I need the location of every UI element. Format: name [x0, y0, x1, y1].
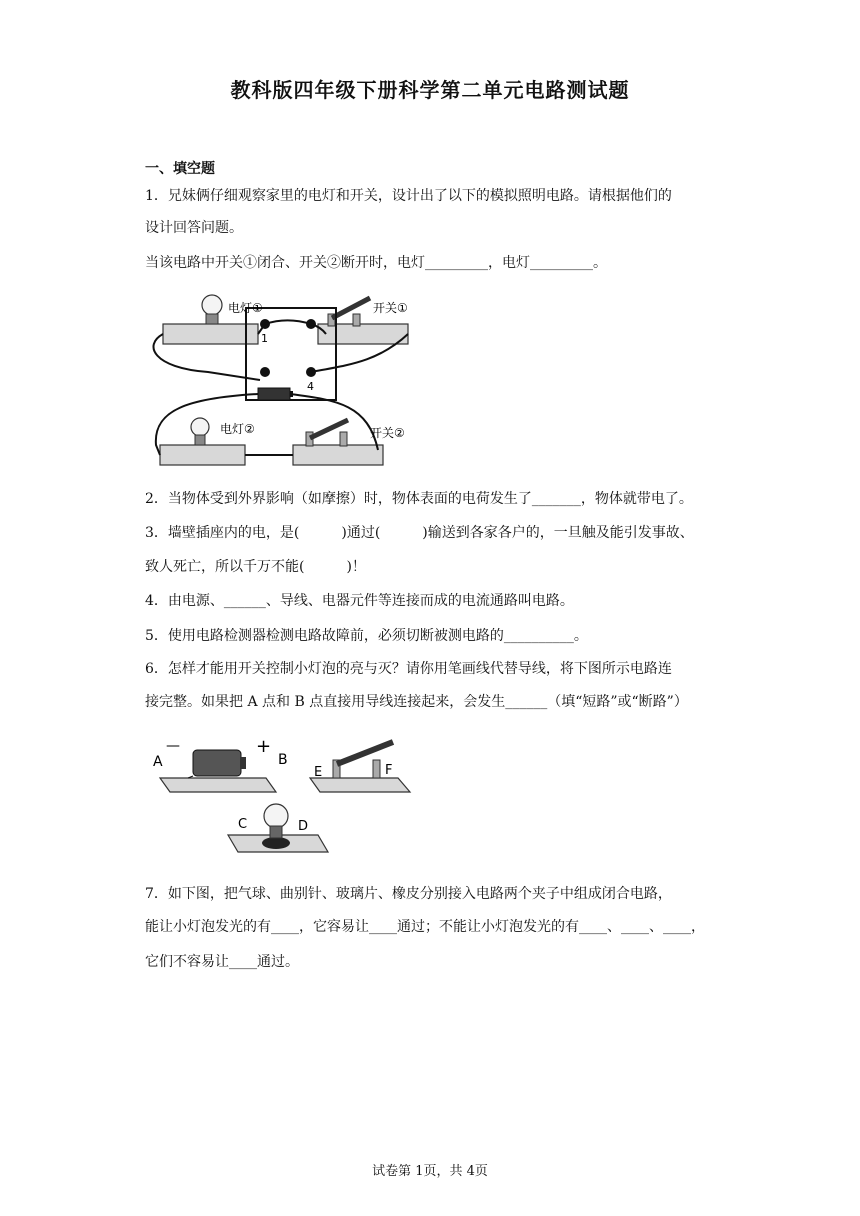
lamp1-label: 电灯① [228, 301, 263, 315]
battery-icon [193, 750, 241, 776]
lamp1-bulb-icon [202, 295, 222, 324]
label-B: B [278, 752, 288, 768]
lamp1-board [163, 324, 258, 344]
q4-line: 4．由电源、______、导线、电器元件等连接而成的电流通路叫电路。 [145, 593, 574, 609]
battery-board [160, 778, 276, 792]
label-E: E [314, 765, 323, 780]
q7-line3: 它们不容易让____通过。 [145, 954, 299, 970]
lamp2-bulb-icon [191, 418, 209, 445]
label-D: D [298, 819, 309, 834]
switch2-board [293, 445, 383, 465]
q1-line1: 1．兄妹俩仔细观察家里的电灯和开关，设计出了以下的模拟照明电路。请根据他们的 [145, 188, 672, 204]
label-F: F [385, 763, 393, 778]
switch1-board [318, 324, 408, 344]
q5-line: 5．使用电路检测器检测电路故障前，必须切断被测电路的__________。 [145, 628, 588, 644]
q1-line2: 设计回答问题。 [145, 220, 243, 236]
label-plus: + [256, 736, 272, 757]
switch2-label: 开关② [370, 426, 405, 440]
circuit-figure-2 [148, 730, 413, 868]
junction-box [246, 308, 336, 400]
q7-line1: 7．如下图，把气球、曲别针、玻璃片、橡皮分别接入电路两个夹子中组成闭合电路， [145, 886, 672, 902]
page-title: 教科版四年级下册科学第二单元电路测试题 [230, 78, 630, 102]
switch2-icon [306, 420, 348, 446]
page-footer: 试卷第 1页，共 4页 [372, 1164, 488, 1179]
q3-line2: 致人死亡，所以千万不能( )！ [145, 559, 366, 575]
label-minus: — [166, 738, 180, 754]
section-heading: 一、填空题 [145, 161, 215, 177]
lamp2-label: 电灯② [220, 422, 255, 436]
terminal-4-label: 4 [307, 380, 314, 393]
switch-lever-icon [337, 742, 393, 764]
circuit-figure-1 [148, 290, 418, 475]
lamp2-board [160, 445, 245, 465]
q1-line3: 当该电路中开关①闭合、开关②断开时，电灯_________，电灯_________。 [145, 255, 607, 271]
switch1-icon [328, 298, 370, 326]
battery-icon [258, 388, 290, 400]
q6-line2: 接完整。如果把 A 点和 B 点直接用导线连接起来，会发生______（填“短路”或“断路”） [145, 694, 688, 710]
switch-board [310, 778, 410, 792]
bulb-icon [264, 804, 288, 828]
label-A: A [153, 754, 163, 770]
q6-line1: 6．怎样才能用开关控制小灯泡的亮与灭？请你用笔画线代替导线，将下图所示电路连 [145, 661, 672, 677]
q2-line: 2．当物体受到外界影响（如摩擦）时，物体表面的电荷发生了_______，物体就带电了。 [145, 491, 693, 507]
terminal-1-label: 1 [261, 332, 268, 345]
q7-line2: 能让小灯泡发光的有____，它容易让____通过；不能让小灯泡发光的有____、____、____， [145, 919, 705, 935]
switch1-label: 开关① [373, 301, 408, 315]
label-C: C [238, 817, 248, 832]
q3-line1: 3．墙壁插座内的电，是( )通过( )输送到各家各户的，一旦触及能引发事故、 [145, 525, 694, 541]
